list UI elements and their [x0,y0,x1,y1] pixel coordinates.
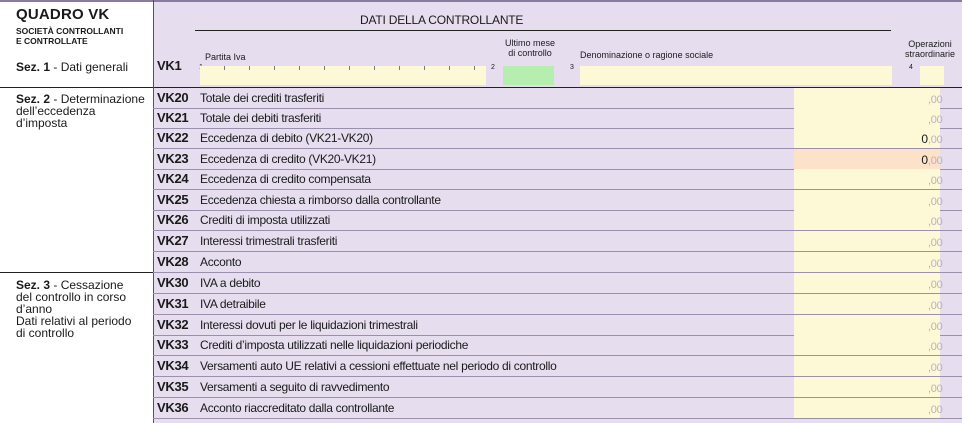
amount-value: 0 [921,132,928,146]
section-3-line4: Dati relativi al periodo [16,314,132,328]
amount-decimals: ,00 [928,383,943,395]
row-code: VK24 [157,171,189,186]
denominazione-input[interactable] [580,66,892,85]
amount-decimals: ,00 [928,404,943,416]
ultimo-mese-line2: di controllo [508,48,552,58]
section-3-line5: di controllo [16,326,75,340]
amount-decimals: ,00 [928,216,943,228]
top-border [0,0,962,2]
field2-number: 2 [491,64,495,71]
row-description: Eccedenza di debito (VK21-VK20) [200,131,373,145]
amount-decimals: ,00 [928,300,943,312]
row-code: VK33 [157,337,189,352]
amount-decimals: ,00 [928,114,943,126]
amount-decimals: ,00 [928,134,943,146]
section-2-line3: d’imposta [16,116,68,130]
amount-decimals: ,00 [928,258,943,270]
operazioni-label [900,39,960,59]
row-code: VK34 [157,358,189,373]
amount-decimals: ,00 [928,237,943,249]
row-code: VK31 [157,296,189,311]
row-code: VK26 [157,212,189,227]
vk1-code: VK1 [157,58,182,73]
section-3-label [16,279,156,339]
form-subtitle-line2: E CONTROLLATE [16,36,88,46]
amount-decimals: ,00 [928,279,943,291]
amount-decimals: ,00 [928,175,943,187]
amount-decimals: ,00 [928,155,943,167]
amount-input[interactable] [794,169,940,189]
row-code: VK21 [157,110,189,125]
form-subtitle-line1: SOCIETÀ CONTROLLANTI [16,26,124,36]
row-description: Interessi trimestrali trasferiti [200,234,338,248]
field4-number: 4 [909,64,913,71]
amount-input[interactable] [794,335,940,355]
row-code: VK27 [157,233,189,248]
operazioni-line1: Operazioni [908,39,952,49]
amount-decimals: ,00 [928,362,943,374]
operazioni-input[interactable] [920,66,944,85]
band-underline [195,30,891,31]
left-column-rule [153,0,154,423]
row-code: VK32 [157,317,189,332]
section-1-number: Sez. 1 [16,60,51,74]
amount-input[interactable] [794,190,940,210]
section-2-line1: - Determinazione [50,92,145,106]
partita-iva-label: Partita Iva [205,52,246,62]
amount-input[interactable] [794,377,940,397]
amount-input[interactable] [794,252,940,272]
row-description: IVA detraibile [200,297,266,311]
section-1-title: - Dati generali [50,60,129,74]
amount-input[interactable] [794,231,940,251]
amount-decimals: ,00 [928,321,943,333]
row-code: VK30 [157,275,189,290]
amount-decimals: ,00 [928,94,943,106]
row-code: VK22 [157,130,189,145]
form-title: QUADRO VK [16,6,110,23]
row-description: Totale dei crediti trasferiti [200,91,325,105]
operazioni-line2: straordinarie [904,49,956,59]
amount-input[interactable] [794,398,940,418]
row-description: Crediti di imposta utilizzati [200,213,331,227]
row-divider [153,418,962,419]
field3-number: 3 [570,64,574,71]
form-subtitle [16,26,151,46]
row-description: Eccedenza chiesta a rimborso dalla controllante [200,193,441,207]
row-code: VK25 [157,192,189,207]
amount-input[interactable] [794,273,940,293]
amount-decimals: ,00 [928,196,943,208]
row-description: Versamenti auto UE relativi a cessioni effettuate nel periodo di controllo [200,359,557,373]
amount-input[interactable] [794,294,940,314]
section-2-label [16,93,156,129]
row-code: VK23 [157,151,189,166]
amount-input[interactable] [794,88,940,108]
amount-input[interactable] [794,108,940,128]
row-description: IVA a debito [200,276,261,290]
section-band-title: DATI DELLA CONTROLLANTE [360,13,524,27]
amount-input[interactable] [794,315,940,335]
section-3-line2: del controllo in corso [16,290,127,304]
row-code: VK28 [157,254,189,269]
row-description: Versamenti a seguito di ravvedimento [200,380,390,394]
row-code: VK20 [157,90,189,105]
row-code: VK35 [157,379,189,394]
row-description: Eccedenza di credito compensata [200,172,371,186]
row-description: Acconto riaccreditato dalla controllante [200,401,395,415]
section-2-number: Sez. 2 [16,92,51,106]
amount-input[interactable] [794,356,940,376]
ultimo-mese-line1: Ultimo mese [504,38,555,48]
row-code: VK36 [157,400,189,415]
amount-decimals: ,00 [928,341,943,353]
row-description: Totale dei debiti trasferiti [200,111,321,125]
row-description: Eccedenza di credito (VK20-VK21) [200,152,376,166]
section-1-label [16,61,156,73]
row-description: Crediti d’imposta utilizzati nelle liquidazioni periodiche [200,338,469,352]
denominazione-label: Denominazione o ragione sociale [580,50,714,60]
ultimo-mese-label [503,38,557,58]
row-description: Acconto [200,255,242,269]
row-description: Interessi dovuti per le liquidazioni trimestrali [200,318,418,332]
ultimo-mese-input[interactable] [503,66,554,85]
section-3-line3: d’anno [16,302,53,316]
amount-input[interactable] [794,210,940,230]
amount-value: 0 [921,153,928,167]
section-3-number: Sez. 3 [16,278,51,292]
section-3-line1: - Cessazione [50,278,124,292]
section-2-line2: dell’eccedenza [16,104,96,118]
